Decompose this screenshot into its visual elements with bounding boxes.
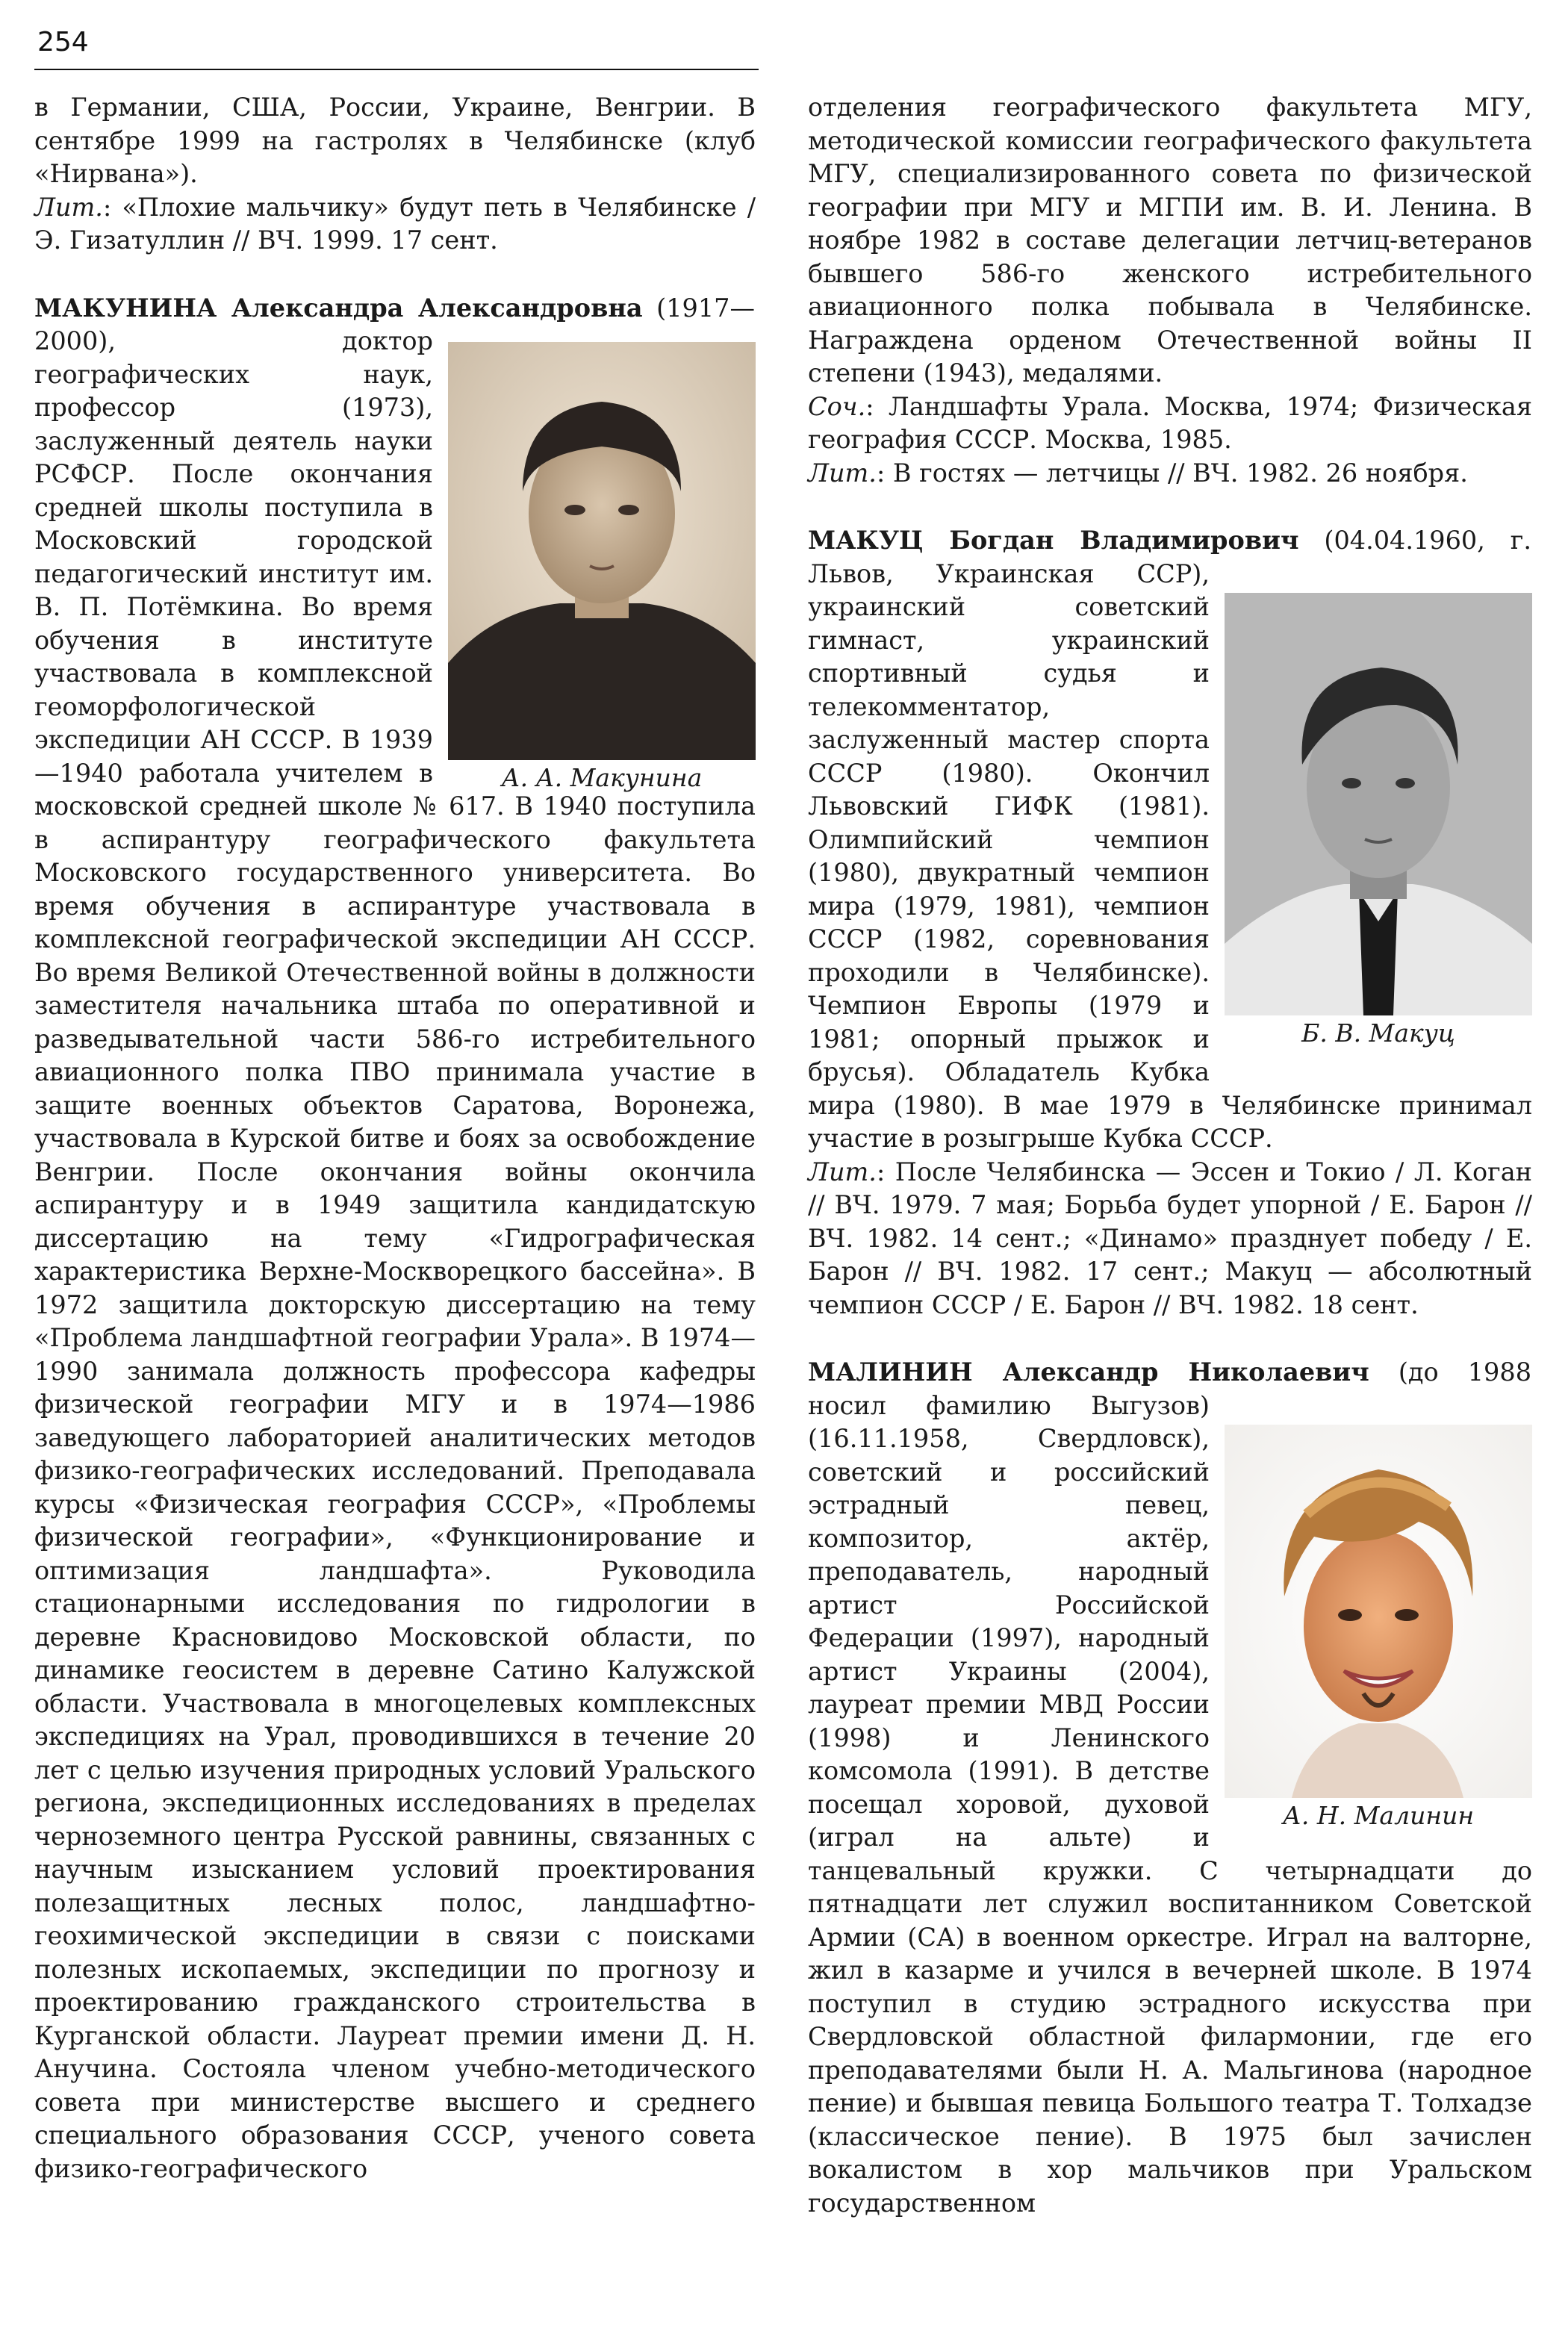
caption-makunina: А. А. Макунина <box>501 762 703 792</box>
entry-heading-makunina: МАКУНИНА Александра Александровна <box>34 293 643 323</box>
caption-malinin: А. Н. Малинин <box>1282 1801 1475 1830</box>
makunina-continuation: отделения географического факультета МГУ, методической комиссии географического факультета МГУ, специализированного совета по физической географии при МГУ и МГПИ им. В. И. Ленина. В ноябре 1982 в составе делегации летчиц-ветеранов бывшего 586-го женского истребительного авиационного полка побывала в Челябинске. Награждена орденом Отечественной войны II степени (1943), медалями. <box>808 93 1532 388</box>
portrait-makuc-photo <box>1225 593 1532 1015</box>
entry-heading-malinin: МАЛИНИН Александр Николаевич <box>808 1357 1369 1387</box>
figure-makuc <box>1225 593 1532 1050</box>
carry-over-paragraph: в Германии, США, России, Украине, Венгрии. В сентябре 1999 на гастролях в Челябинске (клуб «Нирвана»). <box>34 93 756 188</box>
figure-malinin <box>1225 1425 1532 1832</box>
carry-over-literature: Лит.: «Плохие мальчику» будут петь в Челябинске / Э. Гизатуллин // ВЧ. 1999. 17 сент. <box>34 192 756 255</box>
portrait-malinin-photo <box>1225 1425 1532 1798</box>
caption-makuc: Б. В. Макуц <box>1301 1018 1455 1048</box>
makunina-works: Соч.: Ландшафты Урала. Москва, 1974; Физическая география СССР. Москва, 1985. <box>808 391 1532 454</box>
literature-label: Лит. <box>808 1157 877 1186</box>
right-column <box>808 91 1532 2220</box>
entry-text-makuc: (04.04.1960, г. Львов, Украинская ССР), украинский советский гимнаст, украинский спортивный судья и телекомментатор, заслуженный мастер спорта СССР (1980). Окончил Львовский ГИФК (1981). Олимпийский чемпион (1980), двукратный чемпион мира (1979, 1981), чемпион СССР (1982, соревнования проходили в Челябинске). Чемпион Европы (1979 и 1981; опорный прыжок и брусья). Обладатель Кубка мира (1980). В мае 1979 в Челябинске принимал участие в розыгрыше Кубка СССР. <box>808 526 1532 1153</box>
entry-heading-makuc: МАКУЦ Богдан Владимирович <box>808 526 1299 555</box>
page-number: 254 <box>37 27 89 57</box>
literature-label: Лит. <box>808 458 877 488</box>
literature-label: Лит. <box>34 192 103 222</box>
entry-text-malinin: (до 1988 носил фамилию Выгузов) (16.11.1958, Свердловск), советский и российский эстрадный певец, композитор, актёр, преподаватель, народный артист Российской Федерации (1997), народный артист Украины (2004), лауреат премии МВД России (1998) и Ленинского комсомола (1991). В детстве посещал хоровой, духовой (играл на альте) и танцевальный кружки. С четырнадцати до пятнадцати лет служил воспитанником Советской Армии (СА) в военном оркестре. Играл на валторне, жил в казарме и учился в вечерней школе. В 1974 поступил в студию эстрадного искусства при Свердловской областной филармонии, где его преподавателями были Н. А. Мальгинова (народное пение) и бывшая певица Большого театра Т. Толхадзе (классическое пение). В 1975 был зачислен вокалистом в хор мальчиков при Уральском государственном <box>808 1357 1532 2218</box>
figure-offset-spacer <box>755 292 756 339</box>
makuc-literature: Лит.: После Челябинска — Эссен и Токио / Л. Коган // ВЧ. 1979. 7 мая; Борьба будет упорной / Е. Барон // ВЧ. 1982. 14 сент.; «Динамо» празднует победу / Е. Барон // ВЧ. 1982. 17 сент.; Макуц — абсолютный чемпион СССР / Е. Барон // ВЧ. 1982. 18 сент. <box>808 1157 1532 1319</box>
entry-text-makunina: (1917—2000), доктор географических наук, профессор (1973), заслуженный деятель науки РСФСР. После окончания средней школы поступила в Московский городской педагогический институт им. В. П. Потёмкина. Во время обучения в институте участвовала в комплексной геоморфологической экспедиции АН СССР. В 1939—1940 работала учителем в московской средней школе № 617. В 1940 поступила в аспирантуру географического факультета Московского государственного университета. Во время обучения в аспирантуре участвовала в комплексной географической экспедиции АН СССР. Во время Великой Отечественной войны в должности заместителя начальника штаба по оперативной и разведывательной части 586-го истребительного авиационного полка ПВО принимала участие в защите военных объектов Саратова, Воронежа, участвовала в Курской битве и боях за освобождение Венгрии. После окончания войны окончила аспирантуру и в 1949 защитила кандидатскую диссертацию на тему «Гидрографическая характеристика Верхне-Москворецкого бассейна». В 1972 защитила докторскую диссертацию на тему «Проблема ландшафтной географии Урала». В 1974—1990 занимала должность профессора кафедры физической географии МГУ и в 1974—1986 заведующего лабораторией аналитических методов физико-географических исследований. Преподавала курсы «Физическая география СССР», «Проблемы физической географии», «Функционирование и оптимизация ландшафта». Руководила стационарными исследования по гидрологии в деревне Красновидово Московской области, по динамике геосистем в деревне Сатино Калужской области. Участвовала в многоцелевых комплексных экспедициях на Урал, проводившихся в течение 20 лет с целью изучения природных условий Уральского региона, экспедиционных исследованиях в пределах черноземного центра Русской равнины, связанных с научным изысканием условий проектирования полезащитных лесных полос, ландшафтно-геохимической экспедиции в связи с поисками полезных ископаемых, экспедиции по прогнозу и проектированию гражданского строительства в Курганской области. Лауреат премии имени Д. Н. Анучина. Состояла членом учебно-методического совета при министерстве высшего и среднего специального образования СССР, ученого совета физико-географического <box>34 293 756 2183</box>
works-label: Соч. <box>808 391 866 421</box>
figure-makunina <box>448 342 756 794</box>
portrait-makunina-photo <box>448 342 756 760</box>
header-rule <box>34 69 759 70</box>
figure-offset-spacer <box>1531 1356 1532 1422</box>
makunina-literature: Лит.: В гостях — летчицы // ВЧ. 1982. 26 ноября. <box>808 458 1468 488</box>
figure-offset-spacer <box>1531 524 1532 590</box>
